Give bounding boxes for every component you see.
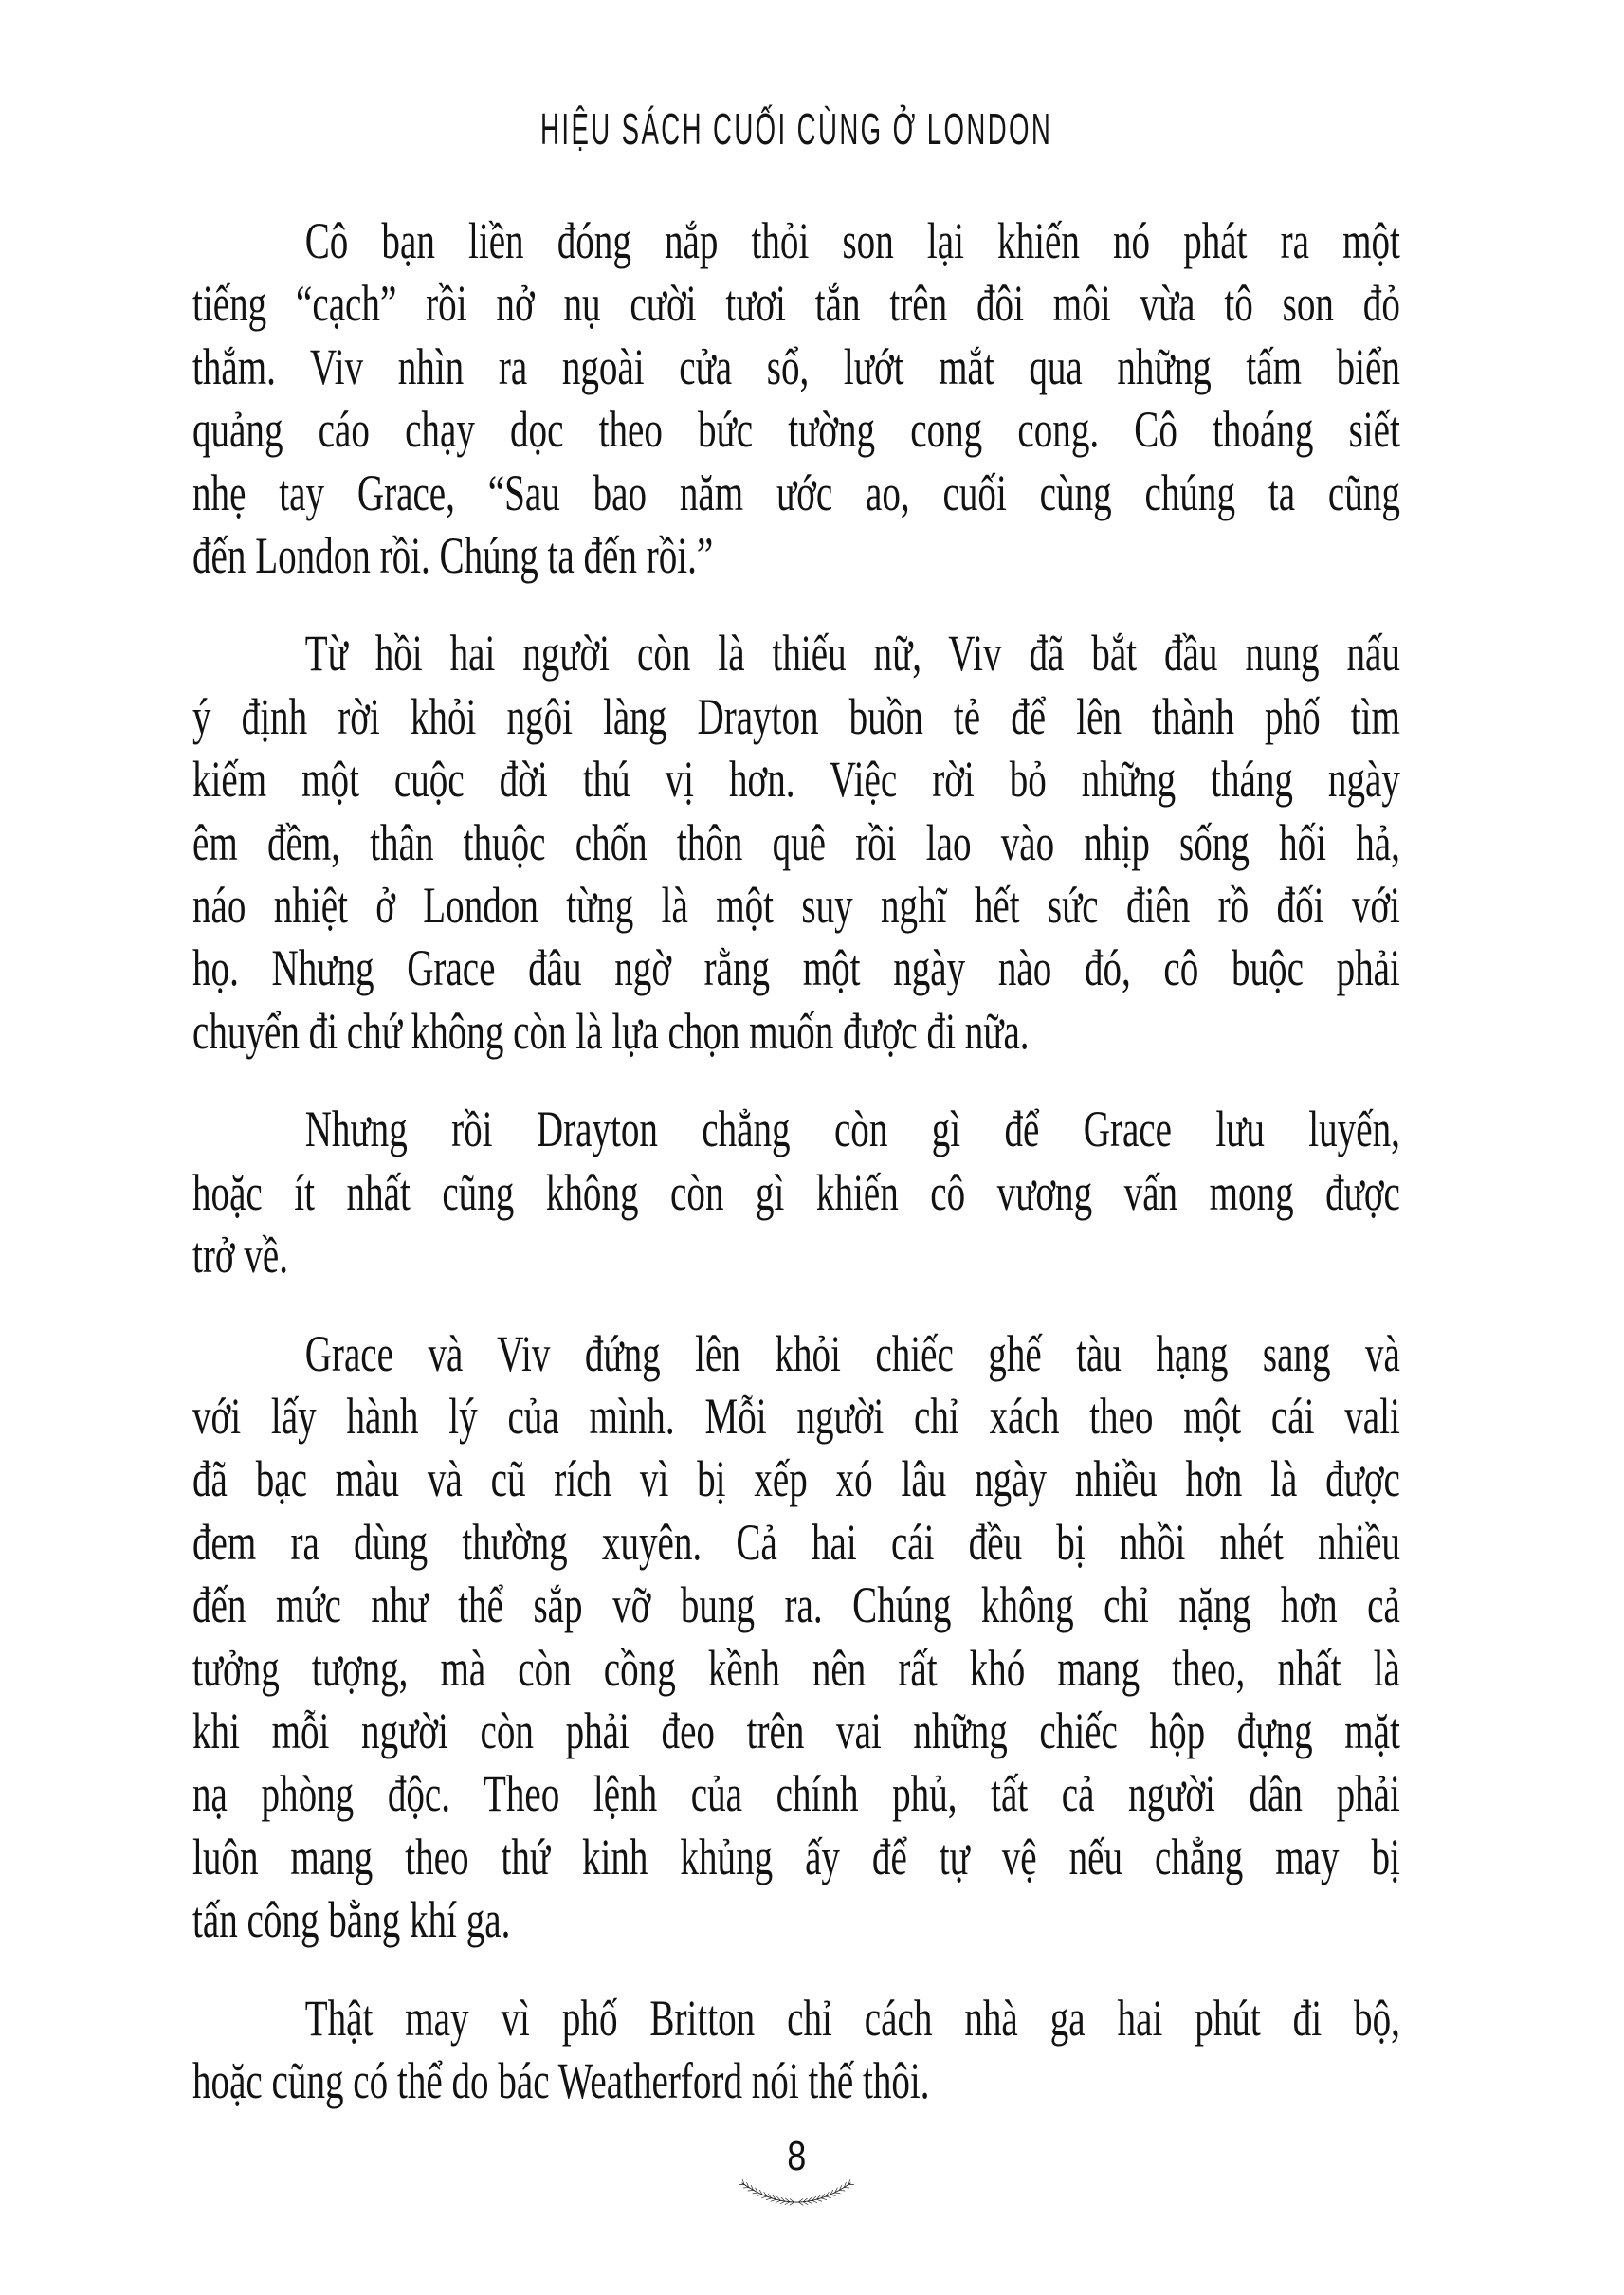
body-text — [192, 209, 1400, 2112]
text-line: Cô bạn liền đóng nắp thỏi son lại khiến nó phát ra một — [304, 212, 1400, 269]
text-line: Từ hồi hai người còn là thiếu nữ, Viv đã bắt đầu nung nấu — [304, 625, 1400, 683]
text-line: đến London rồi. Chúng ta đến rồi.” — [192, 527, 714, 585]
laurel-flourish-icon — [739, 2178, 854, 2213]
text-line: đã bạc màu và cũ rích vì bị xếp xó lâu ngày nhiều hơn là được — [192, 1450, 1400, 1508]
text-line: họ. Nhưng Grace đâu ngờ rằng một ngày nào đó, cô buộc phải — [192, 939, 1400, 997]
running-header — [192, 106, 1400, 152]
paragraph — [192, 209, 1400, 587]
text-line: thắm. Viv nhìn ra ngoài cửa sổ, lướt mắt qua những tấm biển — [192, 337, 1400, 395]
text-line: quảng cáo chạy dọc theo bức tường cong cong. Cô thoáng siết — [192, 401, 1400, 459]
paragraph — [192, 622, 1400, 1063]
paragraph — [192, 1098, 1400, 1286]
text-line: tấn công bằng khí ga. — [192, 1891, 511, 1949]
text-line: ý định rời khỏi ngôi làng Drayton buồn tẻ để lên thành phố tìm — [192, 687, 1400, 745]
book-title: HIỆU SÁCH CUỐI CÙNG Ở LONDON — [539, 104, 1053, 154]
text-line: Grace và Viv đứng lên khỏi chiếc ghế tàu hạng sang và — [304, 1324, 1400, 1382]
text-line: Thật may vì phố Britton chỉ cách nhà ga hai phút đi bộ, — [304, 1989, 1400, 2047]
text-line: chuyển đi chứ không còn là lựa chọn muốn được đi nữa. — [192, 1002, 1030, 1060]
text-line: khi mỗi người còn phải đeo trên vai những chiếc hộp đựng mặt — [192, 1702, 1400, 1759]
text-line: hoặc cũng có thể do bác Weatherford nói thế thôi. — [192, 2051, 930, 2109]
text-line: tưởng tượng, mà còn cồng kềnh nên rất khó mang theo, nhất là — [192, 1639, 1400, 1697]
page-footer — [192, 2135, 1400, 2213]
text-line: trở về. — [192, 1227, 288, 1284]
text-line: náo nhiệt ở London từng là một suy nghĩ hết sức điên rồ đối với — [192, 877, 1400, 935]
text-line: Nhưng rồi Drayton chẳng còn gì để Grace lưu luyến, — [304, 1101, 1400, 1158]
text-line: đến mức như thể sắp vỡ bung ra. Chúng không chỉ nặng hơn cả — [192, 1576, 1400, 1634]
text-line: luôn mang theo thứ kinh khủng ấy để tự vệ nếu chẳng may bị — [192, 1828, 1400, 1885]
text-line: nạ phòng độc. Theo lệnh của chính phủ, tất cả người dân phải — [192, 1765, 1400, 1823]
text-line: với lấy hành lý của mình. Mỗi người chỉ xách theo một cái vali — [192, 1387, 1400, 1445]
text-line: nhẹ tay Grace, “Sau bao năm ước ao, cuối cùng chúng ta cũng — [192, 464, 1400, 521]
text-line: đem ra dùng thường xuyên. Cả hai cái đều bị nhồi nhét nhiều — [192, 1513, 1400, 1571]
paragraph — [192, 1987, 1400, 2113]
text-line: tiếng “cạch” rồi nở nụ cười tươi tắn trên đôi môi vừa tô son đỏ — [192, 275, 1400, 333]
text-line: êm đềm, thân thuộc chốn thôn quê rồi lao vào nhịp sống hối hả, — [192, 813, 1400, 871]
page-number: 8 — [786, 2133, 807, 2179]
text-line: hoặc ít nhất cũng không còn gì khiến cô vương vấn mong được — [192, 1163, 1400, 1221]
paragraph — [192, 1322, 1400, 1952]
text-line: kiếm một cuộc đời thú vị hơn. Việc rời bỏ những tháng ngày — [192, 751, 1400, 809]
